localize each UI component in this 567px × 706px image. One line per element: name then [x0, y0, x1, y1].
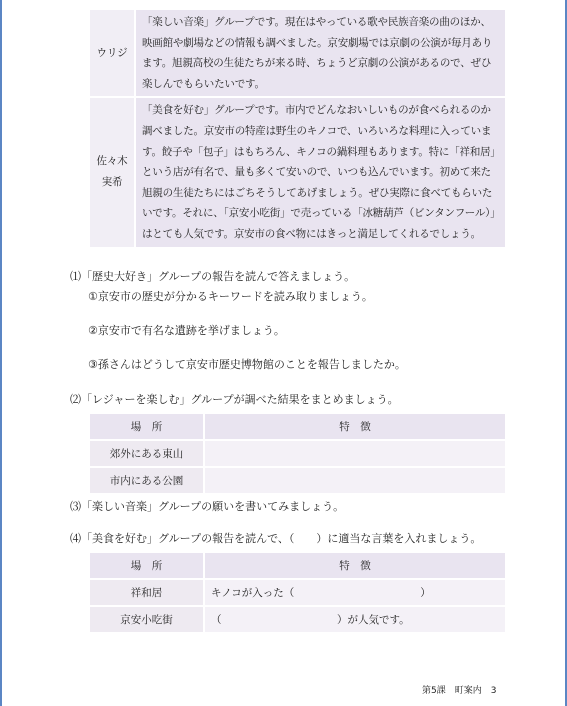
feature-fill-cell[interactable]: キノコが入った（ ）	[204, 579, 505, 606]
report-text: 「美食を好む」グループです。市内でどんなおいしいものが食べられるのか調べました。京安市の特産は野生のキノコで、いろいろな料理に入っています。餃子や「包子」はもちろん、キノコの鍋料理もあります。特に「祥和居」という店が有名で、量も多くて安いので、いつも込んでいます。初めて来た旭親の生徒たちにはごちそうしてあげましょう。ぜひ実際に食べてもらいたいです。それに、「京安小吃街」で売っている「冰糖葫芦（ビンタンフール）」はとても人気です。京安市の食べ物にはきっと満足してくれるでしょう。	[135, 97, 505, 246]
table-header	[90, 414, 505, 440]
report-text: 「楽しい音楽」グループです。現在はやっている歌や民族音楽の曲のほか、映画館や劇場などの情報も調べました。京安劇場では京劇の公演が毎月あります。旭親高校の生徒たちが来る時、ちょうど京劇の公演があるので、ぜひ楽しんでもらいたいです。	[135, 10, 505, 97]
student-name: ウリジ	[90, 10, 135, 97]
question-1: ⑴「歴史大好き」グループの報告を読んで答えましょう。	[70, 270, 356, 283]
feature-answer-cell[interactable]	[204, 440, 505, 467]
place-header: 場 所	[90, 414, 204, 440]
table-row	[90, 579, 505, 606]
table-header	[90, 553, 505, 579]
table-row	[90, 606, 505, 632]
leisure-table	[90, 414, 505, 493]
food-table	[90, 553, 505, 632]
place-cell: 郊外にある東山	[90, 440, 204, 467]
table-row	[90, 440, 505, 467]
feature-answer-cell[interactable]	[204, 467, 505, 493]
feature-header: 特 徴	[204, 414, 505, 440]
feature-fill-cell[interactable]: （ ）が人気です。	[204, 606, 505, 632]
question-2: ⑵「レジャーを楽しむ」グループが調べた結果をまとめましょう。	[70, 393, 399, 406]
page-footer: 第5課 町案内 3	[422, 686, 497, 696]
table-row	[90, 467, 505, 493]
place-cell: 京安小吃街	[90, 606, 204, 632]
student-name: 佐々木 実希	[90, 97, 135, 246]
question-1-part-3: ③孫さんはどうして京安市歴史博物館のことを報告しましたか。	[88, 358, 406, 371]
place-header: 場 所	[90, 553, 204, 579]
question-4: ⑷「美食を好む」グループの報告を読んで、（ ）に適当な言葉を入れましょう。	[70, 532, 482, 545]
question-1-part-2: ②京安市で有名な遺跡を挙げましょう。	[88, 324, 285, 337]
report-row	[90, 10, 505, 97]
place-cell: 祥和居	[90, 579, 204, 606]
report-row	[90, 97, 505, 246]
report-table	[90, 10, 505, 247]
feature-header: 特 徴	[204, 553, 505, 579]
group-reports	[90, 10, 505, 247]
place-cell: 市内にある公園	[90, 467, 204, 493]
question-3: ⑶「楽しい音楽」グループの願いを書いてみましょう。	[70, 500, 345, 513]
question-1-part-1: ①京安市の歴史が分かるキーワードを読み取りましょう。	[88, 290, 373, 303]
